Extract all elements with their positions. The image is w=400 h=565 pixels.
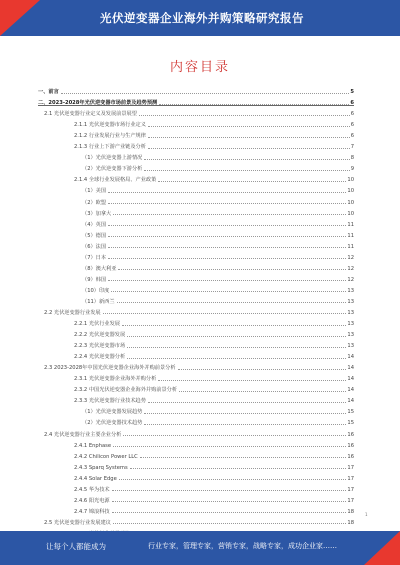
toc-entry-title: （2）光伏逆变器下游分析 bbox=[82, 166, 143, 173]
toc-entry-title: 2.3 2023-2028年中国光伏逆变器企业海外并购前景分析 bbox=[44, 365, 176, 372]
footer-tagline: 行业专家，管理专家，营销专家，战略专家，成功企业家…… bbox=[148, 542, 337, 550]
toc-entry-page: 14 bbox=[347, 376, 354, 383]
toc-entry-page: 11 bbox=[347, 221, 354, 228]
dot-leader bbox=[112, 512, 347, 513]
toc-entry[interactable] bbox=[38, 272, 354, 283]
toc-entry[interactable] bbox=[38, 404, 354, 415]
dot-leader bbox=[144, 413, 346, 414]
dot-leader bbox=[108, 192, 346, 193]
toc-entry-page: 17 bbox=[347, 475, 354, 482]
toc-entry-page: 6 bbox=[350, 133, 354, 140]
dot-leader bbox=[144, 170, 349, 171]
dot-leader bbox=[112, 490, 347, 491]
dot-leader bbox=[117, 302, 347, 303]
toc-entry-title: 2.4.2 Chilicon Power LLC bbox=[74, 453, 138, 460]
dot-leader bbox=[127, 358, 346, 359]
toc-entry-title: （2）欧盟 bbox=[82, 199, 107, 206]
toc-entry-title: （9）韩国 bbox=[82, 276, 107, 283]
dot-leader bbox=[140, 457, 347, 458]
toc-entry-page: 15 bbox=[347, 420, 354, 427]
toc-entry-page: 17 bbox=[347, 497, 354, 504]
toc-entry-page: 14 bbox=[347, 387, 354, 394]
toc-entry-title: 2.2.3 光伏逆变器市场 bbox=[74, 343, 126, 350]
page-number: 1 bbox=[365, 512, 368, 517]
toc-heading: 内容目录 bbox=[169, 60, 230, 75]
dot-leader bbox=[159, 104, 349, 105]
toc-entry-title: 2.1 光伏逆变器行业定义及发展前景展望 bbox=[44, 111, 137, 118]
toc-entry-title: （1）美国 bbox=[82, 188, 107, 195]
toc-entry[interactable] bbox=[38, 393, 354, 404]
dot-leader bbox=[127, 347, 346, 348]
toc-entry-title: （2）光伏逆变器技术趋势 bbox=[82, 420, 143, 427]
toc-entry-page: 16 bbox=[347, 453, 354, 460]
toc-entry-page: 18 bbox=[347, 508, 354, 515]
toc-entry-title: 二、2023-2028年光伏逆变器市场前景及趋势预测 bbox=[38, 100, 158, 107]
dot-leader bbox=[148, 126, 350, 127]
toc-entry-title: 2.5 光伏逆变器行业发展建议 bbox=[44, 519, 111, 526]
toc-entry[interactable] bbox=[38, 239, 354, 250]
toc-entry[interactable] bbox=[38, 228, 354, 239]
toc-entry-title: （6）法国 bbox=[82, 243, 107, 250]
toc-entry-page: 13 bbox=[347, 343, 354, 350]
toc-entry-title: 2.4.5 华为技术 bbox=[74, 486, 110, 493]
dot-leader bbox=[111, 291, 346, 292]
dot-leader bbox=[144, 159, 349, 160]
toc-entry[interactable] bbox=[38, 460, 354, 471]
toc-entry-title: 一、前言 bbox=[38, 89, 59, 96]
dot-leader bbox=[144, 424, 346, 425]
toc-entry-page: 12 bbox=[347, 265, 354, 272]
toc-entry[interactable] bbox=[38, 172, 354, 183]
toc-entry-page: 14 bbox=[347, 398, 354, 405]
dot-leader bbox=[127, 336, 346, 337]
toc-entry-title: 2.4 光伏逆变器行业主要企业分析 bbox=[44, 431, 122, 438]
toc-entry[interactable] bbox=[38, 150, 354, 161]
toc-entry[interactable] bbox=[38, 327, 354, 338]
toc-entry-page: 8 bbox=[350, 155, 354, 162]
toc-entry-page: 10 bbox=[347, 177, 354, 184]
dot-leader bbox=[108, 225, 346, 226]
toc-entry-page: 13 bbox=[347, 332, 354, 339]
toc-entry-page: 11 bbox=[347, 243, 354, 250]
toc-entry[interactable] bbox=[38, 305, 354, 316]
toc-entry-title: 2.3.1 光伏逆变器企业海外并购分析 bbox=[74, 376, 157, 383]
toc-entry[interactable] bbox=[38, 449, 354, 460]
toc-entry-title: 2.2.1 光伏行业发展 bbox=[74, 321, 120, 328]
toc-entry-page: 17 bbox=[347, 486, 354, 493]
toc-entry-title: （3）加拿大 bbox=[82, 210, 112, 217]
dot-leader bbox=[130, 468, 347, 469]
toc-entry-page: 5 bbox=[350, 89, 354, 96]
toc-entry-title: 2.2 光伏逆变器行业发展 bbox=[44, 309, 101, 316]
toc-entry[interactable] bbox=[38, 471, 354, 482]
toc-entry[interactable] bbox=[38, 139, 354, 150]
toc-entry-page: 11 bbox=[347, 232, 354, 239]
toc-entry[interactable] bbox=[38, 360, 354, 371]
toc-entry-title: 2.4.3 Sparq Systems bbox=[74, 464, 128, 471]
toc-entry-page: 18 bbox=[347, 519, 354, 526]
toc-entry-title: （11）新西兰 bbox=[82, 298, 115, 305]
dot-leader bbox=[158, 380, 346, 381]
toc-entry-title: 2.1.3 行业上下游产业链及分析 bbox=[74, 144, 146, 151]
toc-entry-title: （1）光伏逆变器发展趋势 bbox=[82, 409, 143, 416]
dot-leader bbox=[108, 258, 346, 259]
toc-entry[interactable] bbox=[38, 316, 354, 327]
toc-entry[interactable] bbox=[38, 482, 354, 493]
dot-leader bbox=[122, 325, 346, 326]
toc-entry-title: 2.1.4 全球行业发展格局、产业政策 bbox=[74, 177, 157, 184]
toc-entry-title: （8）澳大利亚 bbox=[82, 265, 117, 272]
toc-entry-page: 17 bbox=[347, 464, 354, 471]
dot-leader bbox=[108, 280, 346, 281]
toc-entry-page: 6 bbox=[350, 100, 354, 107]
toc-entry[interactable] bbox=[38, 95, 354, 106]
toc-entry[interactable] bbox=[38, 161, 354, 172]
toc-entry-page: 12 bbox=[347, 254, 354, 261]
toc-entry[interactable] bbox=[38, 106, 354, 117]
dot-leader bbox=[108, 247, 346, 248]
dot-leader bbox=[119, 479, 347, 480]
dot-leader bbox=[123, 435, 346, 436]
dot-leader bbox=[113, 214, 346, 215]
toc-entry-page: 6 bbox=[350, 122, 354, 129]
toc-entry-title: 2.3.3 光伏逆变器行业技术趋势 bbox=[74, 398, 146, 405]
toc-entry-page: 10 bbox=[347, 210, 354, 217]
toc-entry[interactable] bbox=[38, 504, 354, 515]
toc-entry-title: （10）印度 bbox=[82, 287, 110, 294]
toc-entry[interactable] bbox=[38, 294, 354, 305]
toc-entry-page: 13 bbox=[347, 321, 354, 328]
toc-entry-page: 10 bbox=[347, 199, 354, 206]
toc-entry-page: 13 bbox=[347, 298, 354, 305]
toc-entry[interactable] bbox=[38, 438, 354, 449]
footer-slogan: 让每个人都能成为 bbox=[46, 542, 106, 551]
toc-entry-title: 2.4.4 Solar Edge bbox=[74, 475, 117, 482]
toc-entry-title: 2.1.2 行业发展行业与生产规律 bbox=[74, 133, 146, 140]
toc-entry-title: 2.4.1 Enphase bbox=[74, 442, 112, 449]
toc-entry[interactable] bbox=[38, 493, 354, 504]
toc-entry-title: 2.2.2 光伏逆变器发展 bbox=[74, 332, 126, 339]
report-title: 光伏逆变器企业海外并购策略研究报告 bbox=[100, 11, 304, 25]
dot-leader bbox=[139, 115, 350, 116]
dot-leader bbox=[148, 402, 346, 403]
toc-entry-title: 2.3.2 中国光伏逆变器企业海外并购前景分析 bbox=[74, 387, 178, 394]
footer-accent bbox=[364, 531, 400, 565]
toc-entry-page: 9 bbox=[350, 166, 354, 173]
dot-leader bbox=[178, 369, 347, 370]
toc-entry-title: 2.4.6 阳光电源 bbox=[74, 497, 110, 504]
toc-entry-title: （7）日本 bbox=[82, 254, 107, 261]
toc-entry[interactable] bbox=[38, 415, 354, 426]
toc-entry-page: 7 bbox=[350, 144, 354, 151]
dot-leader bbox=[103, 313, 347, 314]
dot-leader bbox=[108, 236, 346, 237]
header-accent bbox=[0, 0, 40, 36]
toc-entry-page: 13 bbox=[347, 287, 354, 294]
toc-entry[interactable] bbox=[38, 515, 354, 526]
toc-entry-title: （4）英国 bbox=[82, 221, 107, 228]
toc-entry-title: （5）德国 bbox=[82, 232, 107, 239]
dot-leader bbox=[61, 93, 350, 94]
toc-entry-title: 2.4.7 锦浪科技 bbox=[74, 508, 110, 515]
toc-entry-page: 10 bbox=[347, 188, 354, 195]
toc-entry-page: 14 bbox=[347, 365, 354, 372]
toc-entry-page: 13 bbox=[347, 309, 354, 316]
toc-entry[interactable] bbox=[38, 371, 354, 382]
toc-entry[interactable] bbox=[38, 183, 354, 194]
toc-entry[interactable] bbox=[38, 382, 354, 393]
toc-entry[interactable] bbox=[38, 128, 354, 139]
toc-entry[interactable] bbox=[38, 206, 354, 217]
table-of-contents bbox=[38, 84, 354, 537]
toc-entry[interactable] bbox=[38, 426, 354, 437]
toc-entry-title: 2.2.4 光伏逆变器分析 bbox=[74, 354, 126, 361]
dot-leader bbox=[158, 181, 346, 182]
toc-entry[interactable] bbox=[38, 194, 354, 205]
dot-leader bbox=[113, 523, 346, 524]
dot-leader bbox=[118, 269, 346, 270]
toc-entry[interactable] bbox=[38, 261, 354, 272]
dot-leader bbox=[148, 148, 350, 149]
dot-leader bbox=[108, 203, 346, 204]
toc-entry-page: 16 bbox=[347, 442, 354, 449]
toc-entry-title: 2.1.1 光伏逆变器市场行业定义 bbox=[74, 122, 146, 129]
dot-leader bbox=[113, 446, 346, 447]
toc-entry-title: （1）光伏逆变器上游情况 bbox=[82, 155, 143, 162]
toc-entry-page: 15 bbox=[347, 409, 354, 416]
dot-leader bbox=[148, 137, 350, 138]
toc-entry[interactable] bbox=[38, 349, 354, 360]
toc-entry[interactable] bbox=[38, 283, 354, 294]
toc-entry[interactable] bbox=[38, 250, 354, 261]
toc-entry-page: 16 bbox=[347, 431, 354, 438]
toc-entry[interactable] bbox=[38, 217, 354, 228]
toc-entry[interactable] bbox=[38, 117, 354, 128]
toc-entry-page: 14 bbox=[347, 354, 354, 361]
toc-entry-page: 12 bbox=[347, 276, 354, 283]
toc-entry[interactable] bbox=[38, 84, 354, 95]
toc-entry[interactable] bbox=[38, 338, 354, 349]
toc-entry-page: 6 bbox=[350, 111, 354, 118]
dot-leader bbox=[179, 391, 346, 392]
dot-leader bbox=[112, 501, 347, 502]
